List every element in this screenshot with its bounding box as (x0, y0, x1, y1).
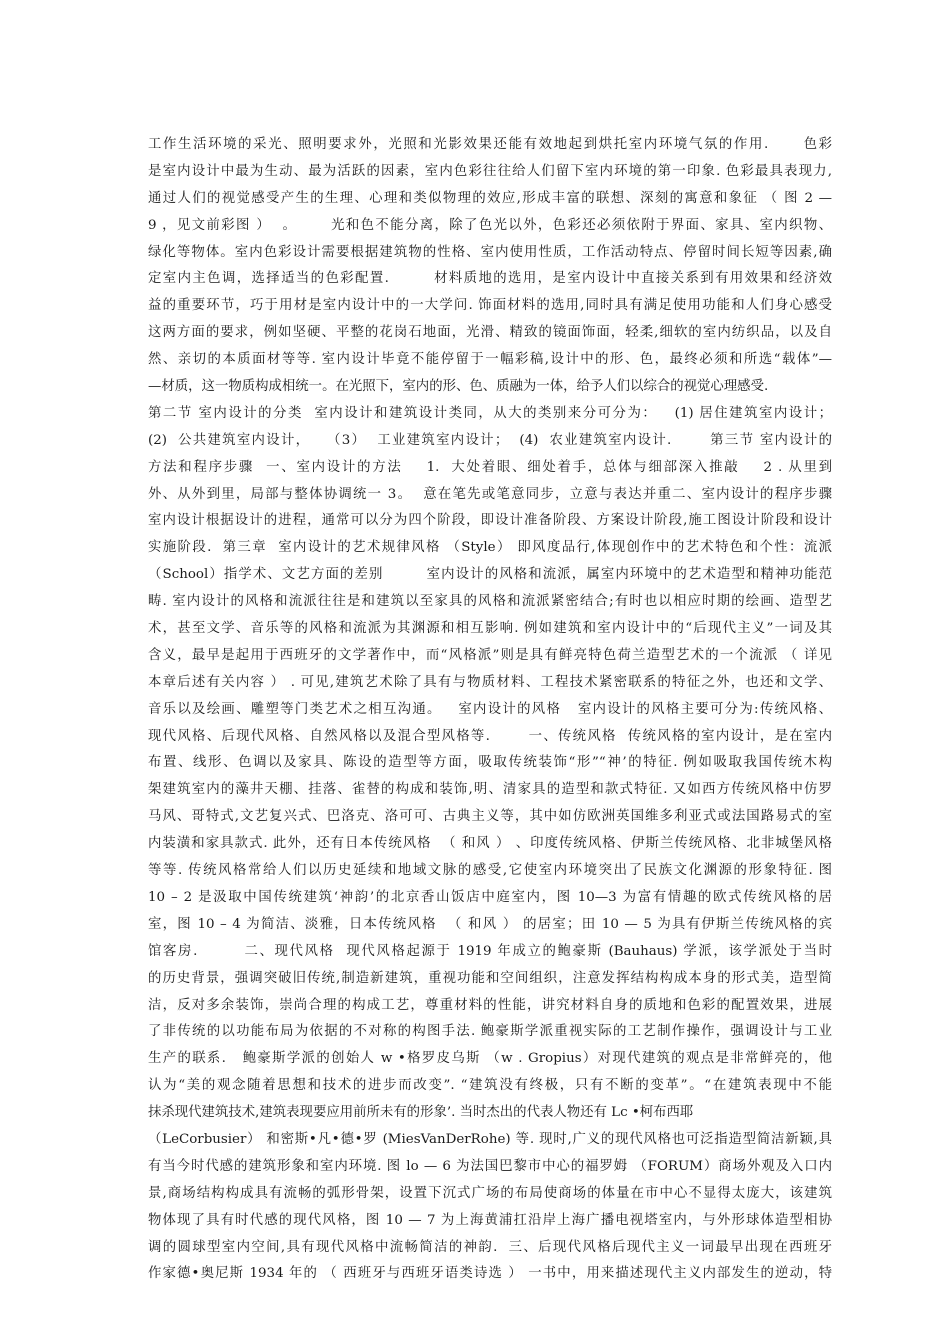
text-line: 马风、哥特式,文艺复兴式、巴洛克、洛可可、古典主义等，其中如仿欧洲英国维多利亚式或法国路易式的室 (148, 809, 832, 825)
text-line: 有当今时代感的建筑形象和室内环境. 图 lo — 6 为法国巴黎市中心的福罗姆 （FORUM）商场外观及入口内 (148, 1158, 832, 1174)
text-line: 景,商场结构构成具有流畅的弧形骨架，设置下沉式广场的布局使商场的体量在市中心不显得太庞大，该建筑 (148, 1185, 832, 1201)
text-line: 洁，反对多余装饰，崇尚合理的构成工艺，尊重材料的性能，讲究材料自身的质地和色彩的配置效果，进展 (148, 997, 832, 1013)
text-line: 工作生活环境的采光、照明要求外，光照和光影效果还能有效地起到烘托室内环境气氛的作用. 色彩 (148, 137, 832, 152)
text-line: 是室内设计中最为生动、最为活跃的因素，室内色彩往往给人们留下室内环境的第一印象. 色彩最具表现力, (148, 163, 832, 179)
body-text (148, 132, 832, 1288)
text-line: 物体现了具有时代感的现代风格，图 10 — 7 为上海黄浦扛沿岸上海广播电视塔室内，与外形球体造型相协 (148, 1212, 832, 1228)
text-line: 绿化等物体。室内色彩设计需要根据建筑物的性格、室内使用性质，工作活动特点、停留时间长短等因素,确 (148, 244, 832, 260)
text-line: 术，甚至文学、音乐等的风格和流派为其渊源和相互影响. 例如建筑和室内设计中的“后现代主义”一词及其 (148, 621, 832, 637)
text-line: 等等. 传统风格常给人们以历史延续和地域文脉的感受,它使室内环境突出了民族文化渊源的形象特征. 图 (148, 863, 832, 879)
text-line: 通过人们的视觉感受产生的生理、心理和类似物理的效应,形成丰富的联想、深刻的寓意和象征 （ 图 2 — (148, 190, 832, 206)
text-line: 含义，最早是起用于西班牙的文学著作中，而“风格派”则是具有鲜亮特色荷兰造型艺术的一个流派 （ 详见 (148, 647, 832, 663)
text-line: 架建筑室内的藻井天棚、挂落、雀替的构成和装饰,明、清家具的造型和款式特征. 又如西方传统风格中仿罗 (148, 782, 832, 798)
text-line: 了非传统的以功能布局为依据的不对称的构图手法. 鲍豪斯学派重视实际的工艺制作操作，强调设计与工业 (148, 1024, 832, 1040)
text-line: 生产的联系. 鲍豪斯学派的创始人 w •格罗皮乌斯 （w . Gropius）对现代建筑的观点是非常鲜亮的，他 (148, 1051, 832, 1067)
text-line: 馆客房. 二、现代风格 现代风格起源于 1919 年成立的鲍豪斯 (Bauhaus) 学派，该学派处于当时 (148, 943, 832, 959)
text-line: 定室内主色调，选择适当的色彩配置. 材料质地的选用，是室内设计中直接关系到有用效果和经济效 (148, 271, 832, 287)
text-line: 实施阶段. 第三章 室内设计的艺术规律风格 （Style） 即风度品行,体现创作中的艺术特色和个性：流派 (148, 540, 832, 556)
text-line: 然、亲切的本质面材等等. 室内设计毕竟不能停留于一幅彩稿,设计中的形、色，最终必须和所选“载体”— (148, 352, 832, 368)
text-line: (2) 公共建筑室内设计， （3） 工业建筑室内设计； (4) 农业建筑室内设计. 第三节 室内设计的 (148, 432, 832, 448)
text-line: 调的圆球型室内空间,具有现代风格中流畅简洁的神韵. 三、后现代风格后现代主义一词最早出现在西班牙 (148, 1239, 832, 1255)
text-line: 布置、线形、色调以及家具、陈设的造型等方面，吸取传统装饰“形”“神’的特征. 例如吸取我国传统木构 (148, 755, 832, 771)
text-line: 认为“美的观念随着思想和技术的进步而改变”. “建筑没有终极，只有不断的变革”。“在建筑表现中不能 (148, 1078, 832, 1094)
text-line: —材质，这一物质构成相统一。在光照下，室内的形、色、质融为一体，给予人们以综合的视觉心理感受. (148, 379, 769, 395)
text-line: 外、从外到里，局部与整体协调统一 3。 意在笔先或笔意同步，立意与表达并重二、室内设计的程序步骤 (148, 486, 832, 502)
text-line: 第二节 室内设计的分类 室内设计和建筑设计类同，从大的类别来分可分为： (1) 居住建筑室内设计； (148, 405, 832, 421)
text-line: 10 – 2 是汲取中国传统建筑‘神韵’的北京香山饭店中庭室内，图 10—3 为富有情趣的欧式传统风格的居 (148, 889, 832, 905)
text-line: 内装潢和家具款式. 此外，还有日本传统风格 （ 和风 ） 、印度传统风格、伊斯兰传统风格、北非城堡风格 (148, 836, 832, 852)
text-line: 益的重要环节，巧于用材是室内设计中的一大学问. 饰面材料的选用,同时具有满足使用功能和人们身心感受 (148, 298, 832, 314)
text-line: 的历史背景，强调突破旧传统,制造新建筑，重视功能和空间组织，注意发挥结构构成本身的形式美，造型简 (148, 970, 832, 986)
text-line: 这两方面的要求，例如坚硬、平整的花岗石地面，光滑、精致的镜面饰面，轻柔,细软的室内纺织品，以及自 (148, 325, 832, 341)
text-line: 室内设计根据设计的进程，通常可以分为四个阶段，即设计准备阶段、方案设计阶段,施工图设计阶段和设计 (148, 513, 832, 529)
text-line: 音乐以及绘画、雕塑等门类艺术之相互沟通。 室内设计的风格 室内设计的风格主要可分为:传统风格、 (148, 701, 832, 717)
text-line: 室，图 10 – 4 为简洁、淡雅，日本传统风格 （ 和风 ） 的居室；田 10 — 5 为具有伊斯兰传统风格的宾 (148, 916, 832, 932)
text-line: 作家德•奥尼斯 1934 年的 （ 西班牙与西班牙语类诗选 ） 一书中，用来描述现代主义内部发生的逆动，特 (148, 1266, 832, 1282)
text-line: 9 ，见文前彩图 ） 。 光和色不能分离，除了色光以外，色彩还必须依附于界面、家具、室内织物、 (148, 217, 832, 233)
text-line: 方法和程序步骤 一、室内设计的方法 1. 大处着眼、细处着手，总体与细部深入推敲 2 . 从里到 (148, 459, 832, 475)
text-line: 本章后述有关内容 ） . 可见,建筑艺术除了具有与物质材料、工程技术紧密联系的特征之外，也还和文学、 (148, 674, 832, 690)
text-line: （LeCorbusier） 和密斯•凡•德•罗 (MiesVanDerRohe) 等. 现时,广义的现代风格也可泛指造型简洁新颖,具 (148, 1131, 832, 1147)
text-line: （School）指学术、文艺方面的差别 室内设计的风格和流派，属室内环境中的艺术造型和精神功能范 (148, 567, 832, 583)
text-line: 抹杀现代建筑技术,建筑表现要应用前所未有的形象’. 当时杰出的代表人物还有 Lc •柯布西耶 (148, 1105, 694, 1121)
text-line: 畴. 室内设计的风格和流派往往是和建筑以至家具的风格和流派紧密结合;有时也以相应时期的绘画、造型艺 (148, 594, 832, 610)
text-line: 现代风格、后现代风格、自然风格以及混合型风格等. 一、传统风格 传统风格的室内设计，是在室内 (148, 728, 832, 744)
